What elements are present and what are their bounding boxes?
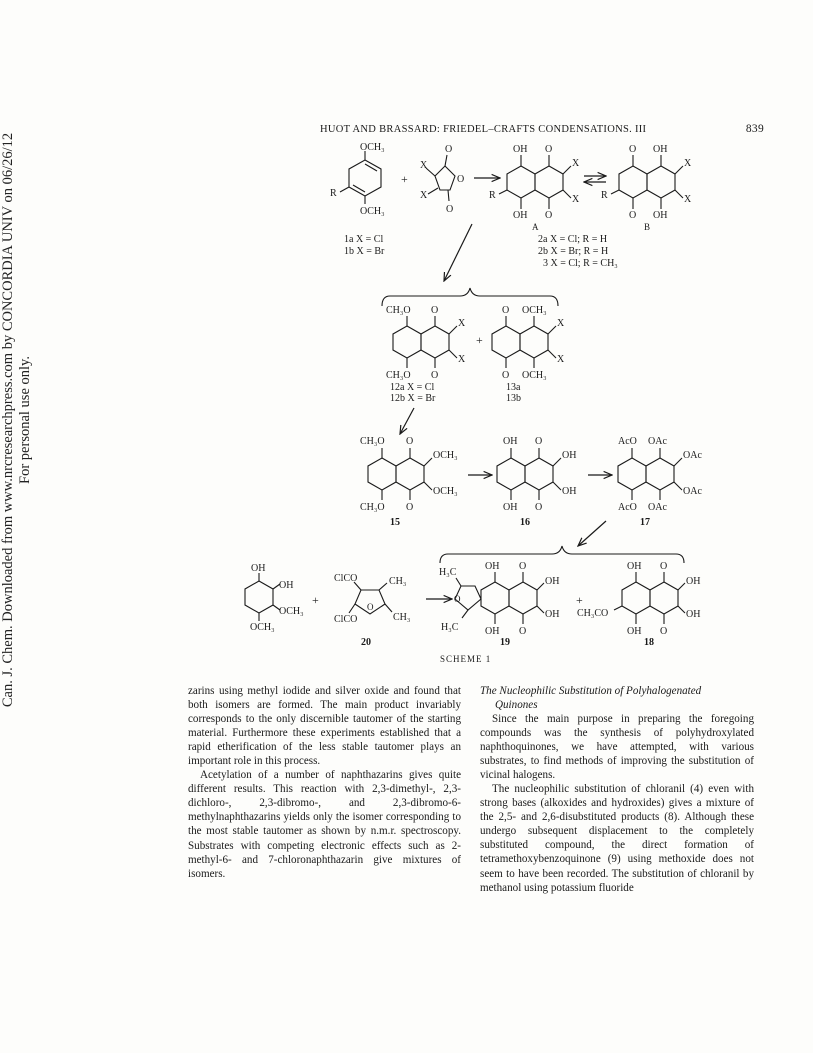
c19-sub-2: H₃C (441, 622, 459, 633)
reaction-scheme (200, 138, 770, 668)
c18-sub-7: CH₃CO (577, 608, 609, 619)
left-paragraph-1: zarins using methyl iodide and silver oxide and found that both isomers are formed. The main product invariably corresponds to the only discernible tautomer of the starting material. Furthermore these experiments established that a rapid etherification of the less stable tautomer plays an important role in this process. (188, 685, 461, 768)
running-head: HUOT AND BRASSARD: FRIEDEL–CRAFTS CONDENSATIONS. III (320, 124, 647, 135)
compound-17-label: 17 (640, 517, 650, 528)
c19-sub-3: OH (485, 561, 500, 572)
furan-sub-3: CH₃ (389, 576, 407, 587)
c17-sub-2: OAc (648, 436, 667, 447)
section-heading-line-2: Quinones (495, 699, 538, 711)
phenol-sub-4: OCH₃ (250, 622, 275, 633)
methoxyphenol-structure (245, 563, 304, 633)
product-brace-row2 (382, 288, 558, 306)
c15-sub-1: CH₃O (360, 436, 385, 447)
dimethoxy-sub-2: OCH₃ (360, 206, 385, 217)
download-watermark (0, 110, 36, 730)
c13-sub-4: OCH₃ (522, 370, 547, 381)
c19-sub-6: O (519, 626, 527, 637)
compound-18-structure (577, 561, 700, 648)
c19-sub-1: H₃C (439, 567, 457, 578)
compound-12b-label: 12b X = Br (390, 393, 436, 404)
plus-sign: + (476, 333, 483, 347)
c16-sub-4: O (535, 502, 543, 513)
compound-19-structure (439, 561, 559, 648)
c17-sub-4: OAc (648, 502, 667, 513)
dimethoxy-sub-r: R (330, 188, 337, 199)
right-column (480, 684, 754, 895)
taut-a-sub-5: X (572, 158, 580, 169)
c19-sub-5: OH (485, 626, 500, 637)
taut-b-sub-5: X (684, 158, 692, 169)
c18-sub-6: OH (686, 609, 701, 620)
c15-sub-3: CH₃O (360, 502, 385, 513)
c17-sub-5: OAc (683, 450, 702, 461)
plus-sign: + (401, 172, 408, 186)
tautomer-b-structure (601, 144, 692, 232)
c19-sub-4: O (519, 561, 527, 572)
compound-13-structure (492, 305, 565, 381)
compound-16-label: 16 (520, 517, 530, 528)
compound-2a-label: 2a X = Cl; R = H (538, 234, 608, 245)
c18-sub-3: OH (627, 626, 642, 637)
plus-sign: + (312, 593, 319, 607)
anhydride-o-3: O (446, 204, 454, 215)
equilibrium-arrows (584, 176, 606, 182)
taut-a-sub-6: X (572, 194, 580, 205)
c12-sub-2: O (431, 305, 439, 316)
page-number: 839 (745, 123, 764, 135)
c12-sub-6: X (458, 354, 466, 365)
furan-sub-2: ClCO (334, 614, 358, 625)
taut-b-sub-3: O (629, 210, 637, 221)
furan-sub-1: ClCO (334, 573, 358, 584)
taut-a-sub-1: OH (513, 144, 528, 155)
c13-sub-6: X (557, 354, 565, 365)
c17-sub-6: OAc (683, 486, 702, 497)
c15-sub-2: O (406, 436, 414, 447)
c16-sub-5: OH (562, 450, 577, 461)
c13-sub-2: OCH₃ (522, 305, 547, 316)
watermark-line-1: Can. J. Chem. Downloaded from www.nrcresearchpress.com by CONCORDIA UNIV on 06/26/12 (0, 132, 16, 708)
c19-sub-7: OH (545, 576, 560, 587)
phenol-sub-2: OH (279, 580, 294, 591)
anhydride-x-1: X (420, 160, 428, 171)
compound-16-structure (497, 436, 576, 528)
c12-sub-3: CH₃O (386, 370, 411, 381)
taut-b-sub-4: OH (653, 210, 668, 221)
c16-sub-2: O (535, 436, 543, 447)
taut-b-sub-7: R (601, 190, 608, 201)
c12-sub-1: CH₃O (386, 305, 411, 316)
right-paragraph-2: The nucleophilic substitution of chloranil (4) even with strong bases (alkoxides and hydroxides) gives a mixture of the 2,5- and 2,6-disubstituted products (8). Although these undergo subsequent displacement to the completely substituted compound, the direct formation of tetramethoxybenzoquinone (9) using methoxide does not seem to have been recorded. The substitution of chloranil by methanol using potassium fluoride (480, 783, 754, 894)
tautomer-a-label: A (532, 222, 539, 232)
c13-sub-5: X (557, 318, 565, 329)
taut-b-sub-2: OH (653, 144, 668, 155)
arrow-to-row4 (578, 521, 606, 546)
compound-2b-label: 2b X = Br; R = H (538, 246, 609, 257)
anhydride-o-1: O (445, 144, 453, 155)
c13-sub-1: O (502, 305, 510, 316)
furan-sub-4: CH₃ (393, 612, 411, 623)
c16-sub-6: OH (562, 486, 577, 497)
compound-13b-label: 13b (506, 393, 521, 404)
taut-a-sub-7: R (489, 190, 496, 201)
c13-sub-3: O (502, 370, 510, 381)
arrow-to-row3 (400, 408, 414, 434)
anhydride-o-2: O (457, 174, 465, 185)
plus-sign: + (576, 593, 583, 607)
compound-18-label: 18 (644, 637, 654, 648)
c12-sub-4: O (431, 370, 439, 381)
arrow-to-row2 (444, 224, 472, 281)
c15-sub-5: OCH₃ (433, 450, 458, 461)
right-paragraph-1: Since the main purpose in preparing the foregoing compounds was the synthesis of polyhydroxylated naphthoquinones, we have attempted, with various substrates, to find methods of improving the substitution of vicinal halogens. (480, 713, 754, 782)
phenol-sub-1: OH (251, 563, 266, 574)
anhydride-x-2: X (420, 190, 428, 201)
left-paragraph-2: Acetylation of a number of naphthazarins gives quite different results. This reaction with 2,3-dimethyl-, 2,3-dichloro-, 2,3-dibromo-, and 2,3-dibromo-6-methylnaphthazarins yields only the isomer corresponding to the most stable tautomer as shown by n.m.r. spectroscopy. Substrates with competing electronic effects such as 2-methyl-6- and 7-chloronaphthazarin give mixtures of isomers. (188, 769, 461, 880)
tautomer-b-label: B (644, 222, 651, 232)
c15-sub-4: O (406, 502, 414, 513)
phenol-sub-3: OCH₃ (279, 606, 304, 617)
c19-sub-8: OH (545, 609, 560, 620)
watermark-line-2: For personal use only. (17, 356, 33, 484)
compound-17-structure (618, 436, 702, 528)
compound-1b-label: 1b X = Br (344, 246, 385, 257)
taut-b-sub-6: X (684, 194, 692, 205)
taut-a-sub-3: OH (513, 210, 528, 221)
c12-sub-5: X (458, 318, 466, 329)
furan-diacid-chloride-structure (334, 573, 410, 648)
c18-sub-4: O (660, 626, 668, 637)
dimethoxybenzene-structure (330, 142, 385, 217)
compound-12-structure (386, 305, 466, 381)
c19-sub-9: O (454, 594, 461, 604)
c17-sub-1: AcO (618, 436, 637, 447)
compound-3-label: 3 X = Cl; R = CH₃ (543, 258, 618, 269)
furan-sub-5: O (367, 602, 374, 612)
c15-sub-6: OCH₃ (433, 486, 458, 497)
compound-15-structure (360, 436, 458, 528)
product-brace-row4 (440, 546, 684, 563)
compound-1a-label: 1a X = Cl (344, 234, 384, 245)
left-column (188, 684, 461, 881)
taut-a-sub-2: O (545, 144, 553, 155)
c17-sub-3: AcO (618, 502, 637, 513)
compound-12a-label: 12a X = Cl (390, 382, 435, 393)
c16-sub-1: OH (503, 436, 518, 447)
compound-20-label: 20 (361, 637, 371, 648)
compound-19-label: 19 (500, 637, 510, 648)
c18-sub-1: OH (627, 561, 642, 572)
taut-b-sub-1: O (629, 144, 637, 155)
scheme-caption: SCHEME 1 (440, 654, 492, 664)
compound-13a-label: 13a (506, 382, 521, 393)
maleic-anhydride-structure (420, 144, 464, 215)
taut-a-sub-4: O (545, 210, 553, 221)
c18-sub-2: O (660, 561, 668, 572)
section-heading-line-1: The Nucleophilic Substitution of Polyhalogenated (480, 685, 702, 697)
section-heading (480, 684, 754, 712)
dimethoxy-sub-1: OCH₃ (360, 142, 385, 153)
c18-sub-5: OH (686, 576, 701, 587)
tautomer-a-structure (489, 144, 580, 232)
c16-sub-3: OH (503, 502, 518, 513)
compound-15-label: 15 (390, 517, 400, 528)
